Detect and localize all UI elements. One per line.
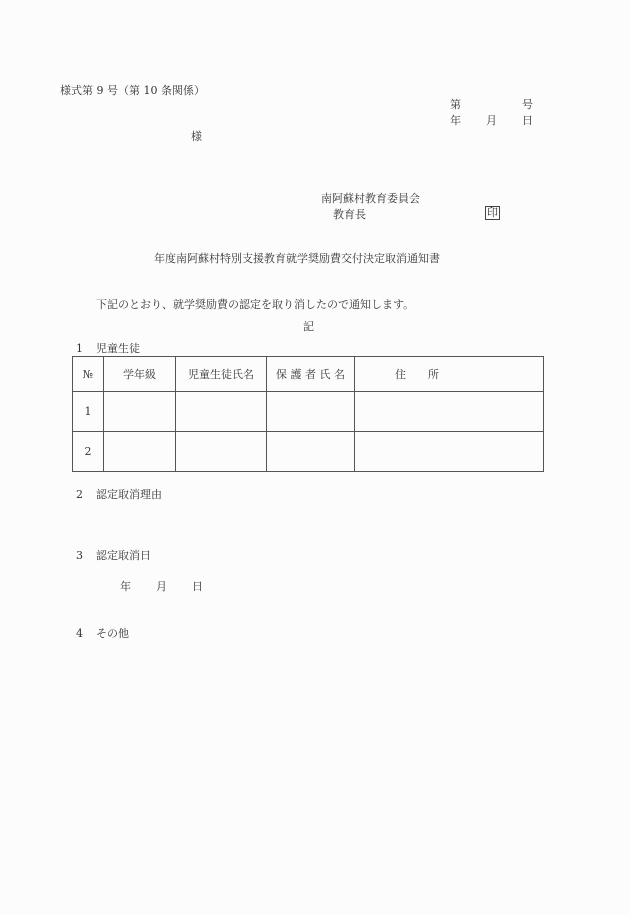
date-year: 年: [450, 114, 461, 127]
section-1-num: 1: [76, 342, 83, 355]
col-header-grade: 学年級: [104, 357, 176, 392]
section-3-label: 認定取消日: [96, 549, 151, 562]
table-header-row: [73, 357, 544, 392]
col-header-no: №: [73, 357, 104, 392]
cell-grade[interactable]: [104, 432, 176, 472]
col-header-address: 住 所: [355, 357, 544, 392]
students-table: [72, 356, 544, 472]
cancel-date-year: 年: [120, 580, 131, 593]
section-2-num: 2: [76, 488, 83, 501]
cell-no: 2: [73, 432, 104, 472]
cell-student[interactable]: [176, 432, 267, 472]
document-title: 年度南阿蘇村特別支援教育就学奨励費交付決定取消通知書: [154, 252, 440, 265]
col-header-guardian: 保 護 者 氏 名: [267, 357, 355, 392]
issuer-org: 南阿蘇村教育委員会: [321, 192, 420, 205]
cancel-date-month: 月: [156, 580, 167, 593]
cancel-date-day: 日: [192, 580, 203, 593]
col-header-student: 児童生徒氏名: [176, 357, 267, 392]
seal-mark: [485, 206, 500, 220]
section-4-label: その他: [96, 627, 129, 640]
ki-label: 記: [303, 320, 314, 333]
cell-grade[interactable]: [104, 392, 176, 432]
seal-icon: 印: [487, 206, 498, 219]
cell-address[interactable]: [355, 432, 544, 472]
cell-student[interactable]: [176, 392, 267, 432]
cell-no: 1: [73, 392, 104, 432]
section-3-num: 3: [76, 549, 83, 562]
date-day: 日: [522, 114, 533, 127]
table-row: [73, 392, 544, 432]
cell-address[interactable]: [355, 392, 544, 432]
date-month: 月: [486, 114, 497, 127]
number-prefix: 第: [450, 98, 461, 111]
form-label: 様式第 9 号（第 10 条関係）: [60, 84, 205, 97]
body-text: 下記のとおり、就学奨励費の認定を取り消したので通知します。: [96, 298, 415, 311]
addressee-suffix: 様: [191, 130, 202, 143]
table-row: [73, 432, 544, 472]
cell-guardian[interactable]: [267, 392, 355, 432]
cell-guardian[interactable]: [267, 432, 355, 472]
issuer-title: 教育長: [333, 208, 366, 221]
number-suffix: 号: [522, 98, 533, 111]
section-4-num: 4: [76, 627, 83, 640]
section-2-label: 認定取消理由: [96, 488, 162, 501]
section-1-label: 児童生徒: [96, 342, 140, 355]
